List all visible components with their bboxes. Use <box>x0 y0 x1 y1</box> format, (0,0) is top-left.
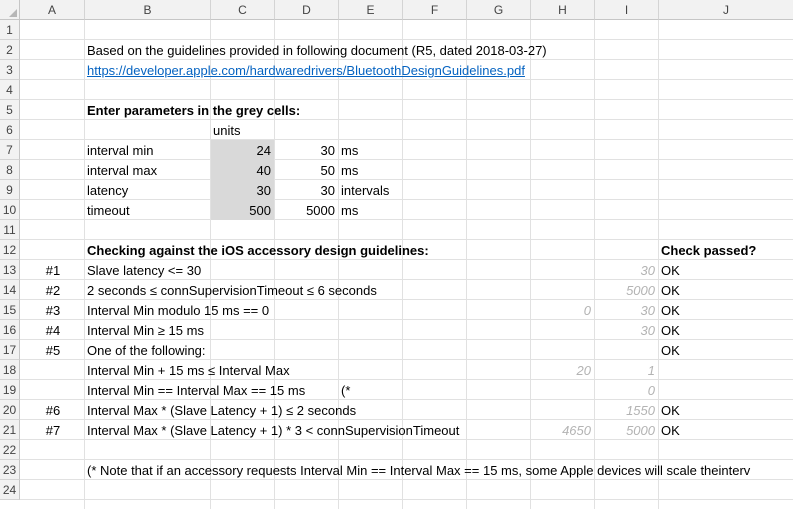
check-description[interactable]: Slave latency <= 30 <box>87 263 202 278</box>
check-number[interactable]: #6 <box>45 403 61 418</box>
param-value-interval-max[interactable]: 50 <box>320 163 335 178</box>
column-header-f[interactable]: F <box>403 0 467 20</box>
column-header-b[interactable]: B <box>85 0 211 20</box>
row-header[interactable]: 20 <box>0 400 20 420</box>
row-header[interactable]: 17 <box>0 340 20 360</box>
check-number[interactable]: #4 <box>45 323 61 338</box>
row-header[interactable]: 13 <box>0 260 20 280</box>
check-result[interactable]: OK <box>661 263 680 278</box>
check-result[interactable]: OK <box>661 303 680 318</box>
row-header[interactable]: 10 <box>0 200 20 220</box>
row-header[interactable]: 16 <box>0 320 20 340</box>
check-number[interactable]: #7 <box>45 423 61 438</box>
param-input-timeout[interactable]: 500 <box>249 203 271 218</box>
row-header[interactable]: 6 <box>0 120 20 140</box>
check-description[interactable]: Interval Min ≥ 15 ms <box>87 323 204 338</box>
column-header-c[interactable]: C <box>211 0 275 20</box>
footnote-text[interactable]: (* Note that if an accessory requests Interval Min == Interval Max == 15 ms, some Apple devices will scale theinterv <box>87 463 751 478</box>
check-value-h[interactable]: 20 <box>576 363 591 378</box>
check-description[interactable]: 2 seconds ≤ connSupervisionTimeout ≤ 6 seconds <box>87 283 377 298</box>
units-header[interactable]: units <box>213 123 241 138</box>
row-header[interactable]: 4 <box>0 80 20 100</box>
row-header[interactable]: 2 <box>0 40 20 60</box>
row-header[interactable]: 5 <box>0 100 20 120</box>
check-result[interactable]: OK <box>661 283 680 298</box>
params-heading[interactable]: Enter parameters in the grey cells: <box>87 103 301 118</box>
check-value-i[interactable]: 30 <box>640 323 655 338</box>
row-header[interactable]: 7 <box>0 140 20 160</box>
column-header-j[interactable]: J <box>659 0 793 20</box>
row-header[interactable]: 18 <box>0 360 20 380</box>
check-number[interactable]: #5 <box>45 343 61 358</box>
check-result[interactable]: OK <box>661 403 680 418</box>
check-passed-header[interactable]: Check passed? <box>661 243 757 258</box>
check-value-i[interactable]: 1550 <box>626 403 655 418</box>
check-number[interactable]: #2 <box>45 283 61 298</box>
param-label-interval-min[interactable]: interval min <box>87 143 154 158</box>
row-header[interactable]: 21 <box>0 420 20 440</box>
param-input-interval-max[interactable]: 40 <box>256 163 271 178</box>
guidelines-description[interactable]: Based on the guidelines provided in following document (R5, dated 2018-03-27) <box>87 43 547 58</box>
param-unit-latency[interactable]: intervals <box>341 183 390 198</box>
row-header[interactable]: 23 <box>0 460 20 480</box>
row-header[interactable]: 1 <box>0 20 20 40</box>
param-input-latency[interactable]: 30 <box>256 183 271 198</box>
check-description[interactable]: Interval Min + 15 ms ≤ Interval Max <box>87 363 290 378</box>
param-value-latency[interactable]: 30 <box>320 183 335 198</box>
check-value-h[interactable]: 0 <box>583 303 591 318</box>
row-header[interactable]: 12 <box>0 240 20 260</box>
column-header-g[interactable]: G <box>467 0 531 20</box>
column-header-i[interactable]: I <box>595 0 659 20</box>
check-result[interactable]: OK <box>661 323 680 338</box>
column-header-a[interactable]: A <box>20 0 85 20</box>
row-header[interactable]: 15 <box>0 300 20 320</box>
column-header-d[interactable]: D <box>275 0 339 20</box>
row-header[interactable]: 14 <box>0 280 20 300</box>
row-header[interactable]: 11 <box>0 220 20 240</box>
check-value-i[interactable]: 30 <box>640 303 655 318</box>
check-result[interactable]: OK <box>661 343 680 358</box>
check-value-i[interactable]: 5000 <box>626 423 655 438</box>
check-value-i[interactable]: 5000 <box>626 283 655 298</box>
param-unit-interval-max[interactable]: ms <box>341 163 359 178</box>
check-result[interactable]: OK <box>661 423 680 438</box>
param-value-interval-min[interactable]: 30 <box>320 143 335 158</box>
check-description[interactable]: Interval Min == Interval Max == 15 ms <box>87 383 306 398</box>
check-description[interactable]: One of the following: <box>87 343 206 358</box>
param-label-timeout[interactable]: timeout <box>87 203 130 218</box>
param-value-timeout[interactable]: 5000 <box>306 203 335 218</box>
footnote-marker[interactable]: (* <box>341 383 351 398</box>
check-description[interactable]: Interval Max * (Slave Latency + 1) ≤ 2 seconds <box>87 403 357 418</box>
param-unit-timeout[interactable]: ms <box>341 203 359 218</box>
row-header[interactable]: 9 <box>0 180 20 200</box>
param-label-interval-max[interactable]: interval max <box>87 163 158 178</box>
check-description[interactable]: Interval Max * (Slave Latency + 1) * 3 < connSupervisionTimeout <box>87 423 460 438</box>
check-number[interactable]: #3 <box>45 303 61 318</box>
check-value-i[interactable]: 30 <box>640 263 655 278</box>
guidelines-link[interactable]: https://developer.apple.com/hardwaredrivers/BluetoothDesignGuidelines.pdf <box>87 63 525 78</box>
column-header-e[interactable]: E <box>339 0 403 20</box>
checks-heading[interactable]: Checking against the iOS accessory design guidelines: <box>87 243 429 258</box>
select-all-corner[interactable] <box>0 0 20 20</box>
param-input-interval-min[interactable]: 24 <box>256 143 271 158</box>
row-header[interactable]: 24 <box>0 480 20 500</box>
row-header[interactable]: 3 <box>0 60 20 80</box>
check-value-i[interactable]: 0 <box>647 383 655 398</box>
check-description[interactable]: Interval Min modulo 15 ms == 0 <box>87 303 270 318</box>
check-value-i[interactable]: 1 <box>647 363 655 378</box>
param-label-latency[interactable]: latency <box>87 183 129 198</box>
check-value-h[interactable]: 4650 <box>562 423 591 438</box>
row-header[interactable]: 8 <box>0 160 20 180</box>
check-number[interactable]: #1 <box>45 263 61 278</box>
row-header[interactable]: 19 <box>0 380 20 400</box>
column-header-h[interactable]: H <box>531 0 595 20</box>
row-header[interactable]: 22 <box>0 440 20 460</box>
param-unit-interval-min[interactable]: ms <box>341 143 359 158</box>
